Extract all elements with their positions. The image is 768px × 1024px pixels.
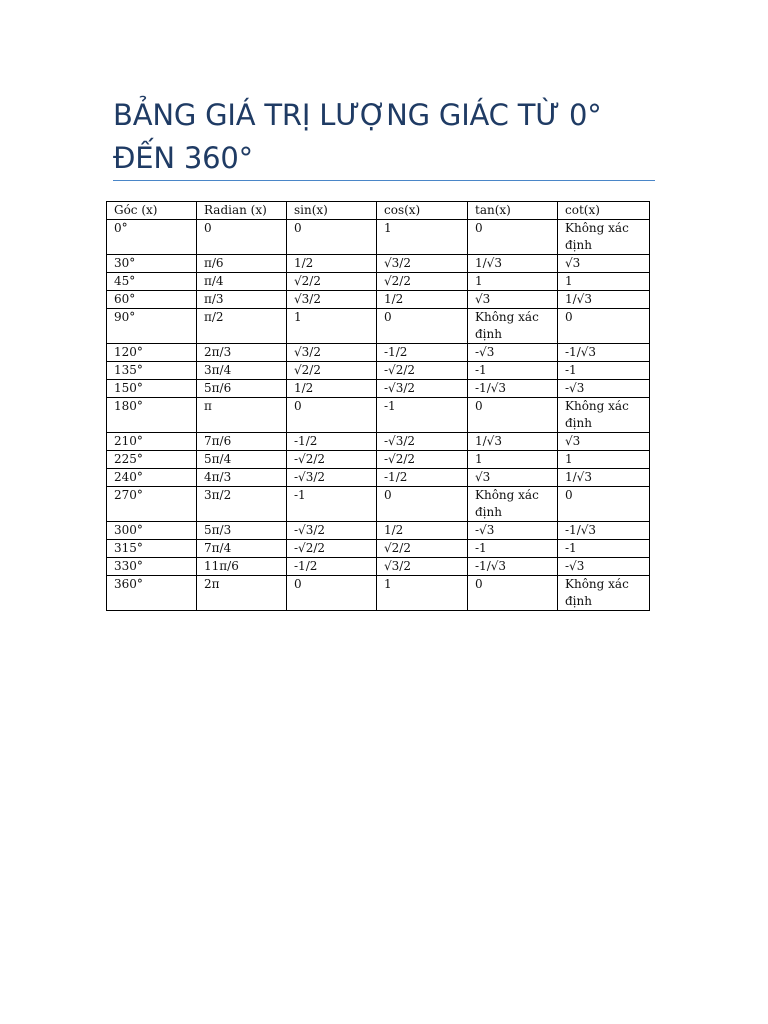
table-cell: 330° <box>107 558 197 576</box>
table-cell: 3π/4 <box>197 362 287 380</box>
table-cell: 4π/3 <box>197 469 287 487</box>
table-cell: -√3 <box>468 344 558 362</box>
table-cell: √3/2 <box>287 291 377 309</box>
table-cell: 1 <box>558 451 650 469</box>
table-cell: 7π/6 <box>197 433 287 451</box>
table-cell: 180° <box>107 398 197 433</box>
table-row <box>107 451 650 469</box>
table-cell: 5π/4 <box>197 451 287 469</box>
table-cell: 1 <box>287 309 377 344</box>
table-cell: -1 <box>377 398 468 433</box>
table-cell: 225° <box>107 451 197 469</box>
table-row <box>107 398 650 433</box>
table-cell: 90° <box>107 309 197 344</box>
table-cell: √3/2 <box>377 558 468 576</box>
table-cell: 1 <box>377 220 468 255</box>
table-cell: -√2/2 <box>287 451 377 469</box>
table-row <box>107 380 650 398</box>
table-cell: 1/2 <box>377 291 468 309</box>
table-row <box>107 309 650 344</box>
title-underline <box>113 180 655 181</box>
table-cell: -√3 <box>558 558 650 576</box>
table-cell: 360° <box>107 576 197 611</box>
table-header-row <box>107 202 650 220</box>
table-row <box>107 255 650 273</box>
table-cell: -1/√3 <box>558 344 650 362</box>
table-cell: 11π/6 <box>197 558 287 576</box>
table-cell: 1/√3 <box>468 255 558 273</box>
table-cell: 1 <box>558 273 650 291</box>
table-cell: Không xác định <box>558 220 650 255</box>
table-cell: √2/2 <box>287 273 377 291</box>
table-cell: 120° <box>107 344 197 362</box>
table-cell: -1/√3 <box>558 522 650 540</box>
table-cell: 45° <box>107 273 197 291</box>
table-cell: 7π/4 <box>197 540 287 558</box>
table-cell: √3 <box>468 469 558 487</box>
table-row <box>107 487 650 522</box>
table-cell: √3 <box>558 255 650 273</box>
table-cell: 30° <box>107 255 197 273</box>
table-cell: -√3 <box>558 380 650 398</box>
table-cell: 0 <box>287 220 377 255</box>
header-cell: sin(x) <box>287 202 377 220</box>
table-cell: 0 <box>287 576 377 611</box>
table-cell: 1 <box>377 576 468 611</box>
table-cell: 60° <box>107 291 197 309</box>
table-cell: 0° <box>107 220 197 255</box>
header-cell: Radian (x) <box>197 202 287 220</box>
table-cell: 315° <box>107 540 197 558</box>
table-cell: -1/2 <box>377 344 468 362</box>
table-cell: 135° <box>107 362 197 380</box>
table-cell: 210° <box>107 433 197 451</box>
table-cell: Không xác định <box>468 487 558 522</box>
table-cell: 270° <box>107 487 197 522</box>
header-cell: tan(x) <box>468 202 558 220</box>
table-cell: Không xác định <box>558 576 650 611</box>
table-cell: √2/2 <box>377 273 468 291</box>
table-row <box>107 220 650 255</box>
trig-values-table <box>106 201 650 611</box>
table-row <box>107 362 650 380</box>
table-body <box>107 202 650 611</box>
table-row <box>107 344 650 362</box>
table-cell: 1/2 <box>377 522 468 540</box>
table-cell: 300° <box>107 522 197 540</box>
table-cell: 1/2 <box>287 380 377 398</box>
table-cell: -√3/2 <box>287 469 377 487</box>
table-cell: -√3 <box>468 522 558 540</box>
table-cell: 150° <box>107 380 197 398</box>
table-cell: √2/2 <box>377 540 468 558</box>
table-cell: 240° <box>107 469 197 487</box>
table-cell: 5π/3 <box>197 522 287 540</box>
table-cell: -1 <box>558 540 650 558</box>
table-cell: -1 <box>558 362 650 380</box>
table-row <box>107 522 650 540</box>
table-cell: -1 <box>468 362 558 380</box>
table-cell: 3π/2 <box>197 487 287 522</box>
table-cell: -√2/2 <box>377 362 468 380</box>
table-cell: 0 <box>468 576 558 611</box>
header-cell: Góc (x) <box>107 202 197 220</box>
table-cell: Không xác định <box>558 398 650 433</box>
table-cell: 5π/6 <box>197 380 287 398</box>
table-cell: 0 <box>197 220 287 255</box>
document-title: BẢNG GIÁ TRỊ LƯỢNG GIÁC TỪ 0° ĐẾN 360° <box>113 98 602 175</box>
table-row <box>107 433 650 451</box>
table-cell: -1/2 <box>287 558 377 576</box>
table-row <box>107 540 650 558</box>
table-cell: 1 <box>468 273 558 291</box>
table-cell: π/6 <box>197 255 287 273</box>
table-cell: √3/2 <box>377 255 468 273</box>
table-cell: √3 <box>468 291 558 309</box>
table-row <box>107 273 650 291</box>
header-cell: cos(x) <box>377 202 468 220</box>
table-cell: -√3/2 <box>377 433 468 451</box>
table-cell: 2π/3 <box>197 344 287 362</box>
table-cell: 1/√3 <box>558 291 650 309</box>
table-cell: √2/2 <box>287 362 377 380</box>
table-cell: 0 <box>468 220 558 255</box>
table-cell: 2π <box>197 576 287 611</box>
table-cell: -√2/2 <box>287 540 377 558</box>
table-cell: -1/√3 <box>468 558 558 576</box>
table-row <box>107 469 650 487</box>
table-cell: π/2 <box>197 309 287 344</box>
table-cell: √3 <box>558 433 650 451</box>
table-cell: 1/√3 <box>558 469 650 487</box>
table-cell: π/4 <box>197 273 287 291</box>
table-cell: 0 <box>558 487 650 522</box>
table-row <box>107 576 650 611</box>
table-cell: -1/√3 <box>468 380 558 398</box>
table-cell: -√2/2 <box>377 451 468 469</box>
table-cell: √3/2 <box>287 344 377 362</box>
header-cell: cot(x) <box>558 202 650 220</box>
table-cell: 0 <box>377 487 468 522</box>
table-cell: Không xác định <box>468 309 558 344</box>
table-cell: 1/2 <box>287 255 377 273</box>
table-cell: -1/2 <box>377 469 468 487</box>
table-cell: π <box>197 398 287 433</box>
table-cell: π/3 <box>197 291 287 309</box>
table-cell: -√3/2 <box>377 380 468 398</box>
table-cell: 0 <box>558 309 650 344</box>
table-cell: -1 <box>468 540 558 558</box>
table-cell: 0 <box>377 309 468 344</box>
table-row <box>107 291 650 309</box>
table-row <box>107 558 650 576</box>
table-cell: -1 <box>287 487 377 522</box>
table-cell: 0 <box>468 398 558 433</box>
table-cell: 0 <box>287 398 377 433</box>
table-cell: -1/2 <box>287 433 377 451</box>
table-cell: 1 <box>468 451 558 469</box>
table-cell: 1/√3 <box>468 433 558 451</box>
table-cell: -√3/2 <box>287 522 377 540</box>
